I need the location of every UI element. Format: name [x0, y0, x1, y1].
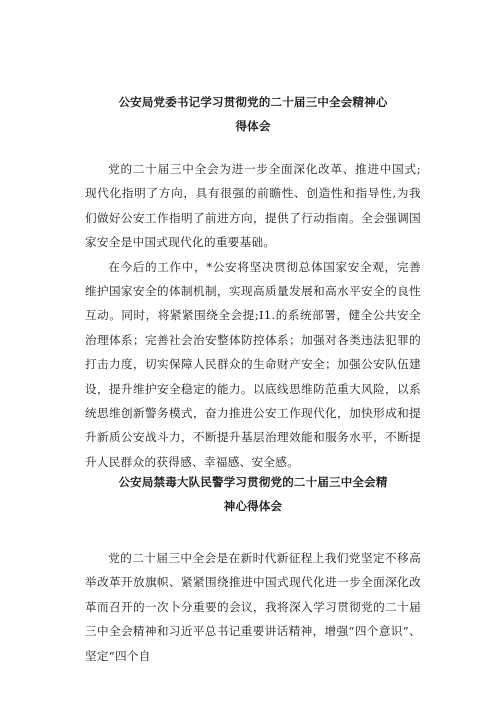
article-1-paragraph-2: 在今后的工作中，*公安将坚决贯彻总体国家安全观，完善维护国家安全的体制机制，实现高质量发展和高水平安全的良性互动。同时，将紧紧围绕全会提;I1.的系统部署，健全公共安全治理体系；完善社会治安整体防控体系；加强对各类违法犯罪的打击力度，切实保障人民群众的生命财产安全；加强公安队伍建设，提升维护安全稳定的能力。以底线思维防范重大风险，以系统思维创新警务模式，奋力推进公安工作现代化，加快形成和提升新质公安战斗力，不断提升基层治理效能和服务水平，不断提升人民群众的获得感、幸福感、安全感。: [85, 259, 421, 469]
article-1-body: [85, 157, 421, 474]
article-2-title: [85, 470, 421, 518]
article-1-title-line-2: 得体会: [235, 119, 271, 133]
article-1-title: [85, 90, 421, 138]
article-2-paragraph-1: 党的二十届三中全会是在新时代新征程上我们党坚定不移高举改革开放旗帜、紧紧围绕推进中国式现代化进一步全面深化改革而召开的一次卜分重要的会议，我将深入学习贯彻党的二十届三中全会精神和习近平总书记重要讲话精神，增强“四个意识”、坚定“四个自: [85, 551, 421, 663]
article-1-paragraph-1: 党的二十届三中全会为进一步全面深化改革、推进中国式;现代化指明了方向，具有很强的前瞻性、创造性和指导性,为我们做好公安工作指明了前进方向，提供了行动指南。全会强调国家安全是中国式现代化的重要基础。: [85, 162, 421, 250]
article-1-title-line-1: 公安局党委书记学习贯彻党的二十届三中全会精神心: [118, 95, 388, 109]
article-2-title-line-1: 公安局禁毒大队民警学习贯彻党的二十届三中全会精: [118, 475, 388, 489]
article-2-body: [85, 546, 421, 668]
article-2-title-line-2: 神心得体会: [223, 499, 283, 513]
